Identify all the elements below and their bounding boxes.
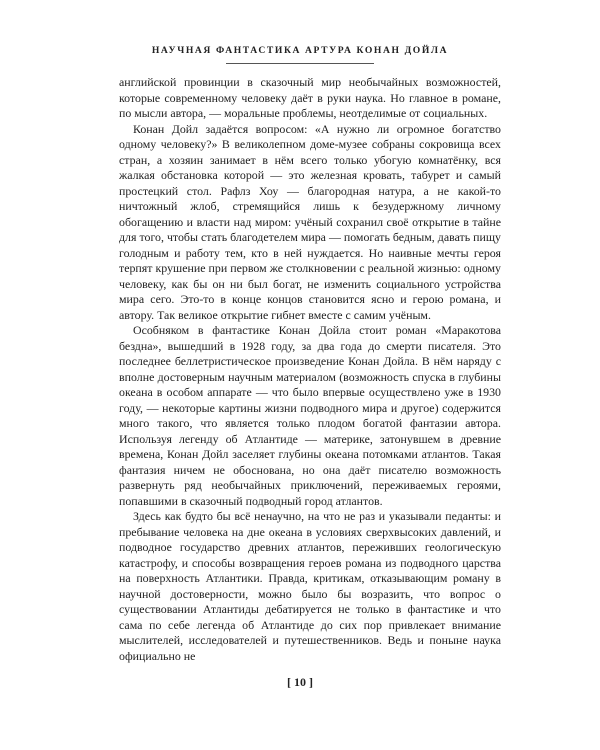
paragraph-4: Здесь как будто бы всё ненаучно, на что не раз и указывали педанты: и пребывание человека на дне океана в условиях сверхвысоких давлений, и подводное государство древних атлантов, переживших геологическую катастрофу, и способы возвращения героев романа из подводного царства на поверхность Атлантики. Правда, критикам, отказывающим роману в научной достоверности, можно было бы возразить, что вопрос о существовании Атлантиды дебатируется не только в фантастике и что сама по себе легенда об Атлантиде до сих пор привлекает внимание мыслителей, исследователей и путешественников. Ведь и поныне наука официально не	[119, 509, 501, 663]
header-rule	[226, 63, 374, 64]
paragraph-3: Особняком в фантастике Конан Дойла стоит роман «Маракотова бездна», вышедший в 1928 году, за два года до смерти писателя. Это последнее беллетристическое произведение Конан Дойла. В нём наряду с вполне достоверным научным материалом (возможность спуска в глубины океана в особом аппарате — что было впервые осуществлено уже в 1930 году, — некоторые картины жизни подводного мира и другое) содержится много такого, что является только плодом богатой фантазии автора. Используя легенду об Атлантиде — материке, затонувшем в древние времена, Конан Дойл заселяет глубины океана потомками атлантов. Такая фантазия ничем не обоснована, но она даёт писателю возможность развернуть ряд необычайных приключений, переживаемых героями, попавшими в сказочный подводный город атлантов.	[119, 323, 501, 508]
paragraph-1: английской провинции в сказочный мир необычайных возможностей, которые современному человеку даёт в руки наука. Но главное в романе, по мысли автора, — моральные проблемы, неотделимые от социальных.	[119, 75, 501, 120]
paragraph-2: Конан Дойл задаётся вопросом: «А нужно ли огромное богатство одному человеку?» В великолепном доме-музее собраны сокровища всех стран, а хозяин занимает в нём всего только убогую комнатёнку, вся жалкая обстановка которой — это железная кровать, табурет и самый простецкий стол. Рафлз Хоу — благородная натура, а не какой-то ничтожный жлоб, стремящийся лишь к безудержному личному обогащению и власти над миром: учёный сохранил своё открытие в тайне для того, чтобы стать благодетелем мира — помогать бедным, давать пищу голодным и работу тем, кто в ней нуждается. Но наивные мечты героя терпят крушение при первом же столкновении с реальной жизнью: одному человеку, как бы он ни был богат, не изменить социального устройства мира сего. Это-то в конце концов становится ясно и герою романа, и автору. Так великое открытие гибнет вместе с самим учёным.	[119, 121, 501, 322]
page-number: [ 10 ]	[287, 675, 313, 689]
page-body	[119, 75, 501, 664]
running-header: НАУЧНАЯ ФАНТАСТИКА АРТУРА КОНАН ДОЙЛА	[151, 45, 449, 56]
